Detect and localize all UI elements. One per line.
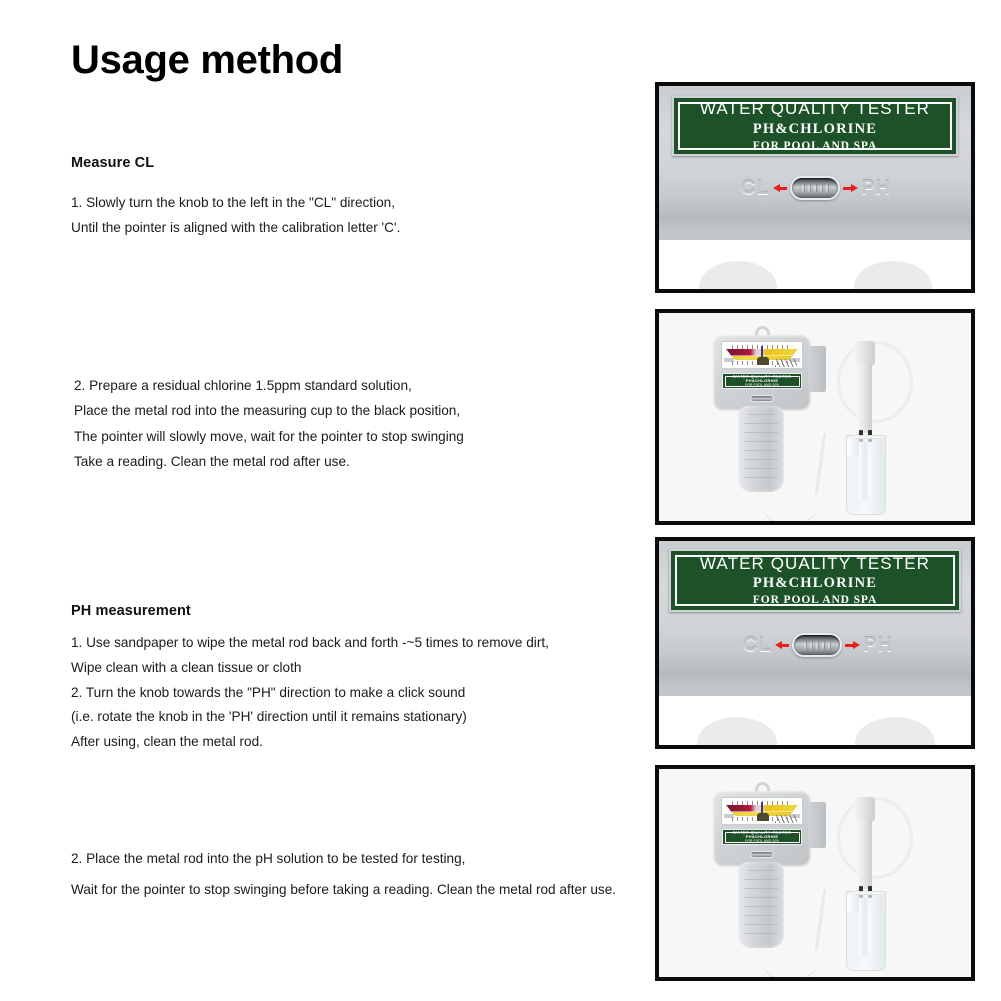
- ph-line-5: After using, clean the metal rod.: [71, 734, 263, 750]
- knob-control-row-3[interactable]: [743, 633, 893, 657]
- measure-cl-heading: Measure CL: [71, 155, 155, 171]
- arrow-right-icon-3: [845, 641, 860, 650]
- arrow-right-icon-1: [843, 184, 858, 193]
- cup-rim-4: [845, 891, 887, 895]
- device-base-right-1: [854, 261, 932, 291]
- ph-line-1: 1. Use sandpaper to wipe the metal rod back and forth -~5 times to remove dirt,: [71, 635, 549, 650]
- ph-step2-line-1: 2. Place the metal rod into the pH solution to be tested for testing,: [71, 851, 466, 866]
- device-base-right-3: [855, 717, 935, 747]
- product-label-text-1: [674, 98, 956, 154]
- probe-cord-loop-4: [837, 797, 913, 879]
- probe-cord-4: [759, 941, 824, 981]
- product-photo-panel-2: [655, 309, 975, 525]
- product-label-1: [672, 96, 958, 156]
- measure-cl-lines: [71, 191, 400, 240]
- arrow-left-icon-3: [775, 641, 790, 650]
- knob-ridges-1: [802, 183, 828, 193]
- gauge-needle-base-4: [757, 813, 769, 821]
- gauge-endmark-left-2: [724, 358, 734, 362]
- measuring-cup-4: [846, 891, 886, 971]
- ph-line-2: Wipe clean with a clean tissue or cloth: [71, 659, 302, 675]
- product-photo-panel-1: [655, 82, 975, 293]
- arrow-left-icon-1: [773, 184, 788, 193]
- knob-ridges-3: [804, 640, 830, 650]
- section-ph-measurement: [71, 603, 549, 755]
- product-label-text-2: [725, 376, 800, 387]
- analog-gauge-4: [721, 797, 803, 825]
- side-connector-2: [809, 346, 826, 392]
- measure-cl-line-2: Until the pointer is aligned with the calibration letter 'C'.: [71, 219, 401, 235]
- label-line-1: WATER QUALITY TESTER: [699, 553, 931, 573]
- probe-cord-2: [759, 485, 824, 525]
- measure-cl-line-1: 1. Slowly turn the knob to the left in the "CL" direction,: [71, 195, 395, 210]
- cl-step2-line-3: The pointer will slowly move, wait for the pointer to stop swinging: [74, 428, 464, 444]
- label-line-3: FOR POOL AND SPA: [752, 139, 878, 152]
- ph-measurement-lines: [71, 631, 549, 755]
- label-line-3-mini-2: FOR POOL AND SPA: [744, 382, 780, 387]
- label-line-1: WATER QUALITY TESTER: [699, 99, 931, 119]
- ph-line-3: 2. Turn the knob towards the "PH" direction to make a click sound: [71, 684, 466, 700]
- full-device-scene-2: [659, 313, 971, 521]
- product-label-2: [722, 373, 802, 389]
- device-handle-4: [738, 862, 784, 948]
- knob-slider-2[interactable]: [750, 395, 774, 402]
- section-ph-step-2: [71, 843, 616, 905]
- knob-control-row-1[interactable]: [741, 176, 891, 200]
- gauge-hatch-marks-4: [775, 815, 797, 823]
- page-title: Usage method: [71, 38, 344, 82]
- instruction-text-column: [71, 0, 651, 1001]
- knob-slider-1[interactable]: [790, 176, 840, 200]
- cl-marking-3: CL: [743, 633, 772, 656]
- knob-slider-3[interactable]: [792, 633, 842, 657]
- probe-submerged-4: [859, 898, 871, 956]
- product-label-text-4: [725, 832, 800, 843]
- full-device-scene-4: [659, 769, 971, 977]
- gauge-endmark-left-4: [724, 814, 734, 818]
- section-measure-cl: [71, 155, 400, 240]
- label-line-2-mini-2: PH&CHLORINE: [745, 378, 779, 384]
- measuring-cup-2: [846, 435, 886, 515]
- label-line-2: PH&CHLORINE: [752, 575, 878, 592]
- cl-step2-line-1: 2. Prepare a residual chlorine 1.5ppm standard solution,: [74, 378, 412, 393]
- label-line-2-mini-4: PH&CHLORINE: [745, 834, 779, 840]
- metal-rod-probe-2: [858, 363, 872, 433]
- knob-closeup-scene-3: [659, 541, 971, 745]
- side-connector-4: [809, 802, 826, 848]
- probe-cord-loop-2: [837, 341, 913, 423]
- product-label-text-3: [671, 551, 959, 610]
- ph-line-4: (i.e. rotate the knob in the 'PH' direction until it remains stationary): [71, 709, 467, 725]
- device-handle-2: [738, 406, 784, 492]
- knob-closeup-scene-1: [659, 86, 971, 289]
- cup-rim-2: [845, 435, 887, 439]
- knob-slider-4[interactable]: [750, 851, 774, 858]
- label-line-3-mini-4: FOR POOL AND SPA: [744, 838, 780, 843]
- cl-step2-line-4: Take a reading. Clean the metal rod after use.: [74, 454, 350, 470]
- probe-submerged-2: [859, 442, 871, 500]
- gauge-needle-base-2: [757, 357, 769, 365]
- label-line-1-mini-4: WATER QUALITY TESTER: [732, 830, 792, 836]
- ph-step2-line-2: Wait for the pointer to stop swinging before taking a reading. Clean the metal rod after use.: [71, 882, 617, 897]
- analog-gauge-2: [721, 341, 803, 369]
- section-cl-step-2: [74, 373, 464, 475]
- product-label-3: [669, 549, 961, 612]
- gauge-hatch-marks-2: [775, 359, 797, 367]
- cl-marking-1: CL: [741, 176, 770, 199]
- product-photo-panel-3: [655, 537, 975, 749]
- product-label-4: [722, 829, 802, 845]
- device-base-left-1: [699, 261, 777, 291]
- ph-measurement-heading: PH measurement: [71, 603, 191, 619]
- metal-rod-probe-4: [858, 819, 872, 889]
- cl-step2-line-2: Place the metal rod into the measuring cup to the black position,: [74, 403, 461, 419]
- label-line-1-mini-2: WATER QUALITY TESTER: [732, 374, 792, 380]
- ph-marking-3: PH: [863, 633, 893, 656]
- ph-marking-1: PH: [861, 176, 891, 199]
- label-line-2: PH&CHLORINE: [752, 120, 878, 137]
- product-photo-panel-4: [655, 765, 975, 981]
- label-line-3: FOR POOL AND SPA: [752, 594, 878, 607]
- device-base-left-3: [697, 717, 777, 747]
